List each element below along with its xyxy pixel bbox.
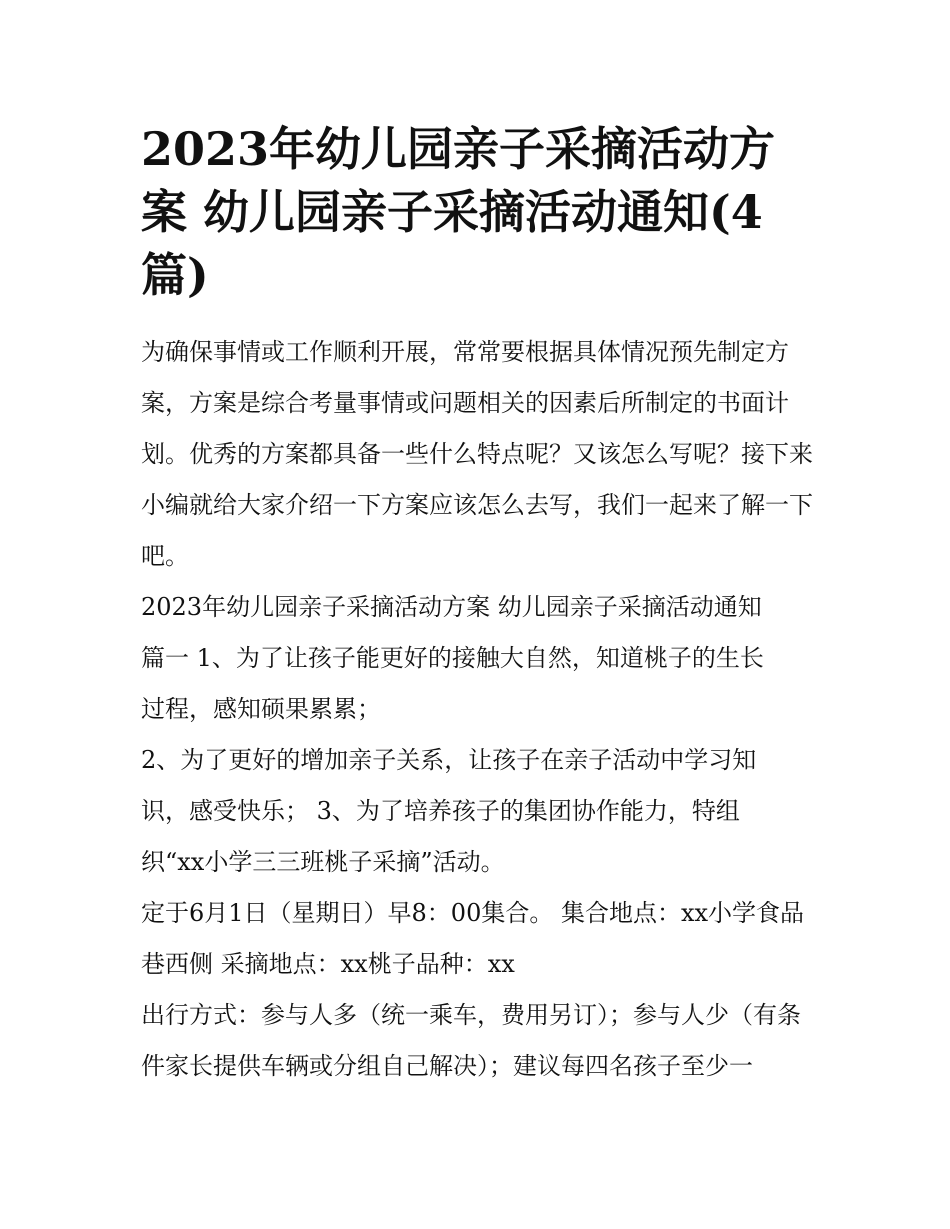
document-body (141, 327, 821, 1092)
document-title: 2023年幼儿园亲子采摘活动方案 幼儿园亲子采摘活动通知(4篇) (141, 122, 776, 302)
schedule-paragraph: 定于6月1日（星期日）早8：00集合。 集合地点：xx小学食品巷西侧 采摘地点：xx桃子品种：xx (141, 899, 805, 978)
transport-paragraph: 出行方式：参与人多（统一乘车，费用另订）；参与人少（有条件家长提供车辆或分组自己解决）；建议每四名孩子至少一 (141, 1001, 801, 1080)
section-one-paragraph: 2023年幼儿园亲子采摘活动方案 幼儿园亲子采摘活动通知篇一 1、为了让孩子能更好的接触大自然，知道桃子的生长过程，感知硕果累累； (141, 593, 764, 723)
intro-paragraph: 为确保事情或工作顺利开展，常常要根据具体情况预先制定方案，方案是综合考量事情或问题相关的因素后所制定的书面计划。优秀的方案都具备一些什么特点呢？又该怎么写呢？接下来小编就给大家介绍一下方案应该怎么去写，我们一起来了解一下吧。 (141, 338, 813, 570)
document-page (141, 118, 821, 1092)
purpose-paragraph: 2、为了更好的增加亲子关系，让孩子在亲子活动中学习知识，感受快乐； 3、为了培养孩子的集团协作能力，特组织“xx小学三三班桃子采摘”活动。 (141, 746, 757, 876)
